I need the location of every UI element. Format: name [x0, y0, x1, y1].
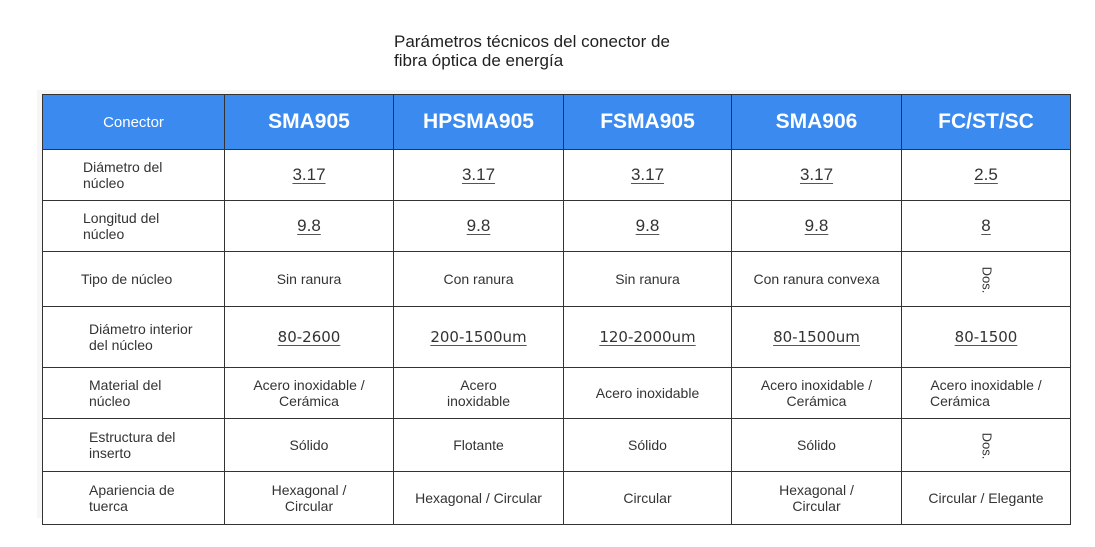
row-label-line: núcleo — [83, 175, 125, 191]
table-cell — [394, 150, 564, 201]
table-cell — [902, 307, 1071, 368]
page-title — [394, 32, 714, 70]
column-header-fc-st-sc: FC/ST/SC — [902, 95, 1071, 150]
table-row — [43, 307, 1071, 368]
cell-line: Hexagonal / — [779, 482, 854, 498]
cell-value: 80-1500um — [773, 328, 860, 346]
table-cell — [902, 252, 1071, 307]
table-cell: Con ranura convexa — [732, 252, 902, 307]
cell-line: Acero inoxidable — [595, 385, 700, 401]
table-row — [43, 150, 1071, 201]
table-row — [43, 419, 1071, 472]
cell-value: 9.8 — [466, 216, 491, 235]
table-row — [43, 472, 1071, 525]
table-cell — [564, 150, 732, 201]
table-cell — [225, 307, 394, 368]
row-label-line: Material del — [89, 377, 162, 393]
cell-line: inoxidable — [446, 393, 511, 409]
cell-line: Circular — [792, 498, 841, 514]
row-label — [43, 307, 225, 368]
table-cell — [902, 201, 1071, 252]
row-label-line: Longitud del — [83, 210, 160, 226]
table-cell — [902, 472, 1071, 525]
column-header-sma905: SMA905 — [225, 95, 394, 150]
cell-line: Circular — [284, 498, 334, 514]
row-label-line: núcleo — [89, 393, 131, 409]
table-cell: Con ranura — [394, 252, 564, 307]
column-header-fsma905: FSMA905 — [564, 95, 732, 150]
table-cell — [564, 472, 732, 525]
cell-value: 9.8 — [635, 216, 660, 235]
table-cell — [732, 472, 902, 525]
table-cell — [394, 201, 564, 252]
cell-value: 200-1500um — [430, 328, 527, 346]
cell-line: Acero inoxidable / — [253, 377, 365, 393]
cell-line: Acero inoxidable / — [930, 377, 1042, 393]
cell-line: Circular / Elegante — [928, 490, 1044, 506]
cell-line: Cerámica — [279, 393, 339, 409]
cell-line: Circular — [623, 490, 672, 506]
cell-value: 3.17 — [799, 165, 834, 184]
column-header-hpsma905: HPSMA905 — [394, 95, 564, 150]
cell-value: 9.8 — [297, 216, 321, 235]
spec-table — [42, 94, 1071, 525]
table-row — [43, 368, 1071, 419]
table-row — [43, 252, 1071, 307]
row-label — [43, 419, 225, 472]
table-cell — [394, 368, 564, 419]
table-cell — [732, 307, 902, 368]
cell-value: 9.8 — [804, 216, 829, 235]
cell-value: 80-2600 — [277, 328, 341, 346]
table-cell: Sin ranura — [564, 252, 732, 307]
table-cell — [902, 150, 1071, 201]
table-cell — [225, 150, 394, 201]
table-cell — [394, 307, 564, 368]
table-row — [43, 201, 1071, 252]
row-label-line: Diámetro del — [83, 159, 163, 175]
table-cell — [225, 472, 394, 525]
table-cell — [225, 201, 394, 252]
row-label-line: núcleo — [83, 226, 125, 242]
table-cell: Sólido — [225, 419, 394, 472]
table-cell: Sin ranura — [225, 252, 394, 307]
cell-line: Hexagonal / Circular — [415, 490, 542, 506]
cell-line: Cerámica — [930, 393, 990, 409]
table-cell — [732, 201, 902, 252]
table-cell: Sólido — [564, 419, 732, 472]
row-label — [43, 150, 225, 201]
cell-line: Acero inoxidable / — [760, 377, 873, 393]
row-label-line: Tipo de núcleo — [81, 271, 173, 287]
table-cell — [902, 368, 1071, 419]
table-cell — [394, 472, 564, 525]
row-label-line: Estructura del — [89, 429, 176, 445]
header-row — [43, 95, 1071, 150]
row-label — [43, 472, 225, 525]
row-label-line: del núcleo — [89, 337, 153, 353]
cell-value: 120-2000um — [599, 328, 696, 346]
cell-value: 3.17 — [292, 165, 326, 184]
table-cell — [564, 368, 732, 419]
cell-value: 8 — [981, 216, 991, 235]
header-corner: Conector — [43, 95, 225, 150]
table-cell — [732, 368, 902, 419]
row-label — [43, 252, 225, 307]
table-cell: Sólido — [732, 419, 902, 472]
cell-line: Cerámica — [786, 393, 847, 409]
row-label-line: inserto — [89, 445, 132, 461]
table-cell — [564, 307, 732, 368]
row-label-line: Apariencia de — [89, 482, 175, 498]
table-cell — [732, 150, 902, 201]
cell-line: Acero — [460, 377, 497, 393]
rotated-cell-value: Dos. — [978, 266, 994, 293]
title-line-1: Parámetros técnicos del conector de — [394, 32, 670, 51]
cell-value: 80-1500 — [954, 328, 1018, 346]
row-label — [43, 368, 225, 419]
cell-line: Hexagonal / — [271, 482, 347, 498]
title-line-2: fibra óptica de energía — [394, 51, 564, 70]
row-label-line: tuerca — [89, 498, 128, 514]
table-cell — [564, 201, 732, 252]
row-label-line: Diámetro interior — [89, 321, 193, 337]
row-label — [43, 201, 225, 252]
rotated-cell-value: Dos. — [978, 432, 994, 459]
table-cell: Flotante — [394, 419, 564, 472]
column-header-sma906: SMA906 — [732, 95, 902, 150]
cell-value: 3.17 — [630, 165, 665, 184]
table-cell — [225, 368, 394, 419]
cell-value: 2.5 — [974, 165, 998, 184]
cell-value: 3.17 — [461, 165, 496, 184]
table-cell — [902, 419, 1071, 472]
